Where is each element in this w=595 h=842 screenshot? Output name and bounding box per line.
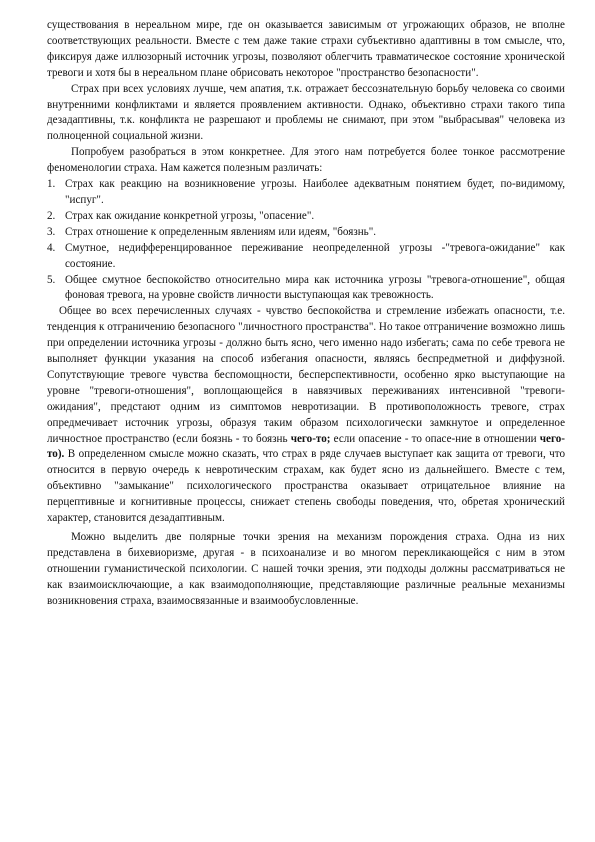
list-item-number: 2. (47, 209, 56, 222)
list-item-text: Страх отношение к определенным явлениям или идеям, "боязнь". (65, 225, 376, 238)
paragraph-5: Можно выделить две полярные точки зрения на механизм порождения страха. Одна из них представлена в бихевиоризме, другая - в психоанализе и во многом перекликающейся с ним в этом отношении гуманистической психологии. С нашей точки зрения, эти подходы должны рассматриваться не как взаимоисключающие, а как взаимодополняющие, представляющие различные реальные механизмы возникновения страха, взаимосвязанные и взаимообусловленные. (47, 531, 565, 607)
paragraph-1: существования в нереальном мире, где он оказывается зависимым от угрожающих образов, не вполне соответствующих реальности. Вместе с тем даже такие страхи субъективно адаптивны в том смысле, что, фиксируя даже иллюзорный источник угрозы, позволяют облегчить травматическое состояние хронической тревоги и хотя бы в нереальном плане обрисовать некоторое "пространство безопасности". (47, 19, 565, 79)
paragraph-4-part-3: В определенном смысле можно сказать, что страх в ряде случаев выступает как защита от тревоги, что относится в первую очередь к невротическим страхам, как будет ясно из дальнейшего. Вместе с тем, объективно "замыкание" психологического пространства оказывает отрицательное влияние на перцептивные и когнитивные процессы, снижает степень свободы поведения, что, обретая хронический характер, становится дезадаптивным. (47, 448, 565, 525)
list-item (47, 209, 565, 225)
bold-phrase-2: чего-то). (47, 432, 565, 461)
paragraph-2: Страх при всех условиях лучше, чем апатия, т.к. отражает бессознательную борьбу человека со своими внутренними конфликтами и является проявлением активности. Однако, объективно страхи такого типа дезадаптивны, т.к. конфликта не разрешают и проблемы не снимают, при этом "выбрасывая" человека из полноценной социальной жизни. (47, 82, 565, 143)
paragraph-4-part-1: Общее во всех перечисленных случаях - чувство беспокойства и стремление избежать опасности, т.е. тенденция к отграничению безопасного "личностного пространства". Но такое отграничение возможно лишь при определении источника угрозы - должно быть ясно, чего именно надо избегать; сама по себе тревога не выполняет функции указания на способ избегания опасности, являясь беспредметной и диффузной. Сопутствующие тревоге чувства беспомощности, бесперспективности, особенно ярко выступающие на уровне "тревоги-отношения", воплощающейся в навязчивых переживаниях интенсивной "тревоги-ожидания", предстают одним из симптомов невротизации. В противоположность тревоге, страх опредмечивает источник угрозы, образуя таким образом психологически замкнутое и определенное личностное пространство (если боязнь - то боязнь (47, 305, 565, 445)
numbered-list (47, 177, 565, 304)
list-item-number: 1. (47, 178, 56, 191)
list-item (47, 225, 565, 241)
list-item-number: 5. (47, 273, 56, 286)
list-item (47, 177, 565, 209)
list-item-text: Страх как ожидание конкретной угрозы, "опасение". (65, 209, 315, 222)
list-item-number: 4. (47, 241, 56, 254)
list-item (47, 273, 565, 305)
list-item-text: Смутное, недифференцированное переживание неопределенной угрозы -"тревога-ожидание" как состояние. (65, 241, 565, 270)
paragraph-4-part-2: если опасение - то опасе-ние в отношении (330, 432, 540, 445)
list-item-text: Общее смутное беспокойство относительно мира как источника угрозы "тревога-отношение", общая фоновая тревога, на уровне свойств личности выступающая как тревожность. (65, 273, 565, 302)
list-item-text: Страх как реакцию на возникновение угрозы. Наиболее адекватным понятием будет, по-видимому, "испуг". (65, 178, 565, 206)
list-item (47, 241, 565, 273)
paragraph-4 (47, 304, 565, 527)
list-item-number: 3. (47, 225, 56, 238)
body-text (47, 18, 565, 610)
bold-phrase-1: чего-то; (290, 432, 331, 445)
paragraph-3: Попробуем разобраться в этом конкретнее. Для этого нам потребуется более тонкое рассмотрение феноменологии страха. Нам кажется полезным различать: (47, 146, 565, 175)
